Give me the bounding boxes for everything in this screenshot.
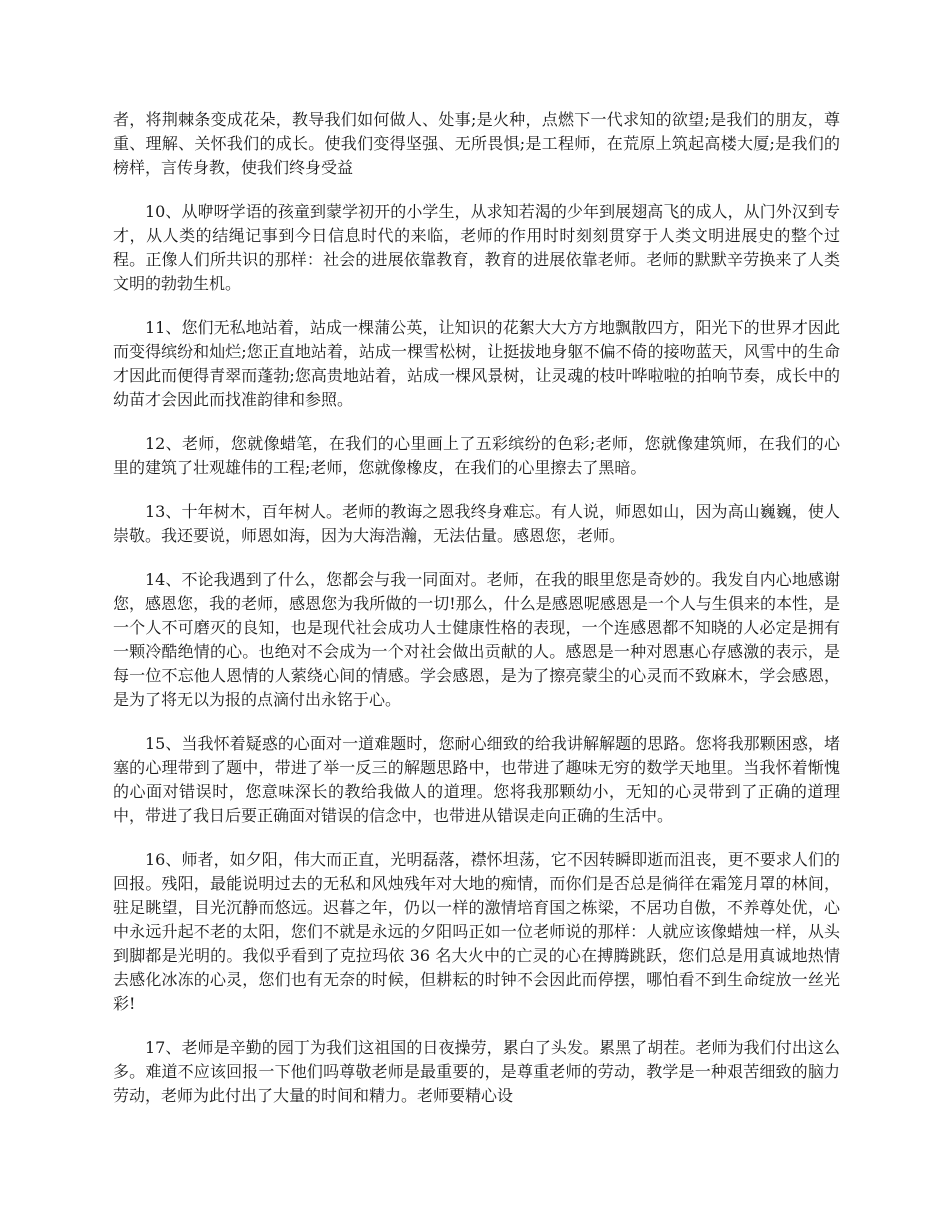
paragraph-continuation: 者，将荆棘条变成花朵，教导我们如何做人、处事;是火种，点燃下一代求知的欲望;是我们的朋友，尊重、理解、关怀我们的成长。使我们变得坚强、无所畏惧;是工程师，在荒原上筑起高楼大厦;是我们的榜样，言传身教，使我们终身受益 — [113, 110, 840, 177]
paragraph-17: 17、老师是辛勤的园丁为我们这祖国的日夜操劳，累白了头发。累黑了胡茬。老师为我们付出这么多。难道不应该回报一下他们吗尊敬老师是最重要的，是尊重老师的劳动，教学是一种艰苦细致的脑力劳动，老师为此付出了大量的时间和精力。老师要精心设 — [113, 1038, 840, 1105]
paragraph-16: 16、师者，如夕阳，伟大而正直，光明磊落，襟怀坦荡，它不因转瞬即逝而沮丧，更不要求人们的回报。残阳，最能说明过去的无私和风烛残年对大地的痴情，而你们是否总是徜徉在霜笼月罩的林间，驻足眺望，目光沉静而悠远。迟暮之年，仍以一样的激情培育国之栋梁，不居功自傲，不养尊处优，心中永远升起不老的太阳，您们不就是永远的夕阳吗正如一位老师说的那样：人就应该像蜡烛一样，从头到脚都是光明的。我似乎看到了克拉玛依 36 名大火中的亡灵的心在搏腾跳跃，您们总是用真诚地热情去感化冰冻的心灵，您们也有无奈的时候，但耕耘的时钟不会因此而停摆，哪怕看不到生命绽放一丝光彩! — [113, 850, 840, 1013]
paragraph-12: 12、老师，您就像蜡笔，在我们的心里画上了五彩缤纷的色彩;老师，您就像建筑师，在我们的心里的建筑了壮观雄伟的工程;老师，您就像橡皮，在我们的心里擦去了黑暗。 — [113, 434, 840, 477]
paragraph-13: 13、十年树木，百年树人。老师的教诲之恩我终身难忘。有人说，师恩如山，因为高山巍巍，使人崇敬。我还要说，师恩如海，因为大海浩瀚，无法估量。感恩您，老师。 — [113, 502, 840, 545]
paragraph-11: 11、您们无私地站着，站成一棵蒲公英，让知识的花絮大大方方地飘散四方，阳光下的世界才因此而变得缤纷和灿烂;您正直地站着，站成一棵雪松树，让挺拔地身躯不偏不倚的接吻蓝天，风雪中的生命才因此而便得青翠而蓬勃;您高贵地站着，站成一棵风景树，让灵魂的枝叶哗啦啦的拍响节奏，成长中的幼苗才会因此而找准韵律和参照。 — [113, 318, 840, 409]
paragraph-15: 15、当我怀着疑惑的心面对一道难题时，您耐心细致的给我讲解解题的思路。您将我那颗困惑，堵塞的心理带到了题中，带进了举一反三的解题思路中，也带进了趣味无穷的数学天地里。当我怀着惭愧的心面对错误时，您意味深长的教给我做人的道理。您将我那颗幼小，无知的心灵带到了正确的道理中，带进了我日后要正确面对错误的信念中，也带进从错误走向正确的生活中。 — [113, 734, 840, 825]
paragraph-14: 14、不论我遇到了什么，您都会与我一同面对。老师，在我的眼里您是奇妙的。我发自内心地感谢您，感恩您，我的老师，感恩您为我所做的一切!那么，什么是感恩呢感恩是一个人与生俱来的本性，是一个人不可磨灭的良知，也是现代社会成功人士健康性格的表现，一个连感恩都不知晓的人必定是拥有一颗冷酷绝情的心。也绝对不会成为一个对社会做出贡献的人。感恩是一种对恩惠心存感激的表示，是每一位不忘他人恩情的人萦绕心间的情感。学会感恩，是为了擦亮蒙尘的心灵而不致麻木，学会感恩，是为了将无以为报的点滴付出永铭于心。 — [113, 570, 840, 709]
document-page — [113, 108, 840, 1128]
paragraph-10: 10、从咿呀学语的孩童到蒙学初开的小学生，从求知若渴的少年到展翅高飞的成人，从门外汉到专才，从人类的结绳记事到今日信息时代的来临，老师的作用时时刻刻贯穿于人类文明进展史的整个过程。正像人们所共识的那样：社会的进展依靠教育，教育的进展依靠老师。老师的默默辛劳换来了人类文明的勃勃生机。 — [113, 202, 840, 293]
